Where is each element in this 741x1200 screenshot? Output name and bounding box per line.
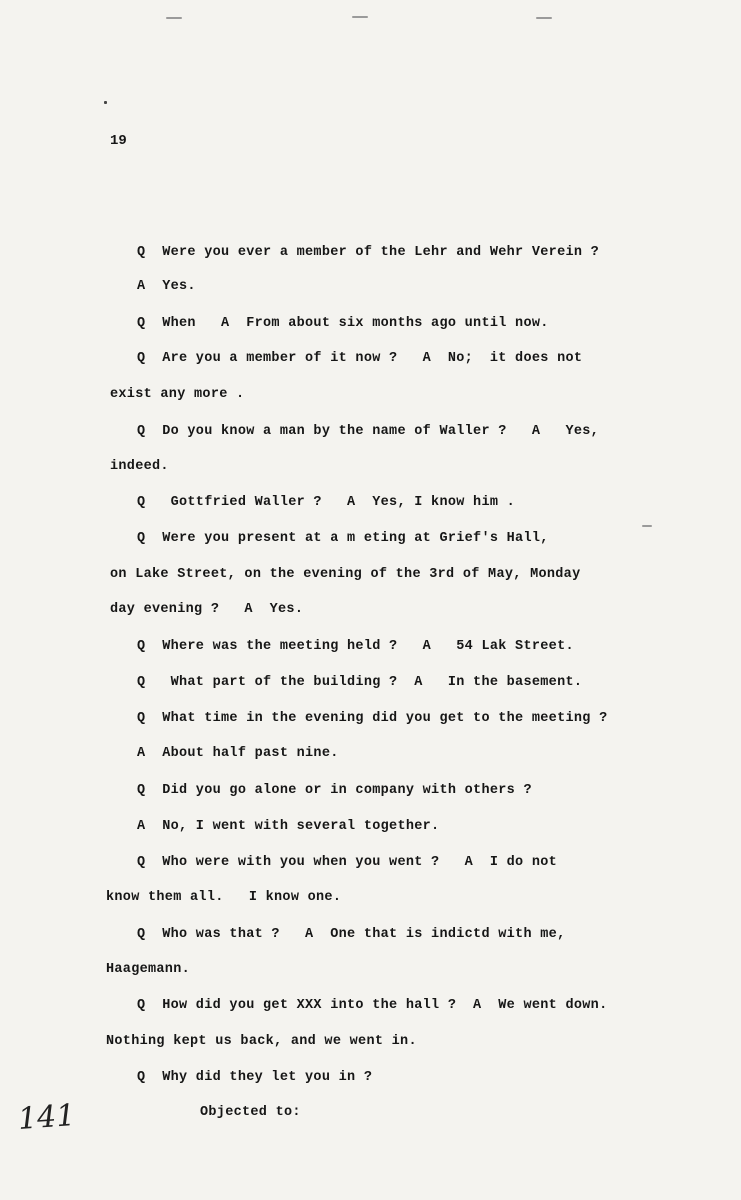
- scan-mark: [104, 101, 107, 104]
- scan-mark: [352, 16, 368, 18]
- transcript-line: Q When A From about six months ago until now.: [137, 316, 549, 331]
- transcript-line: A Yes.: [137, 279, 196, 294]
- transcript-line: Q Do you know a man by the name of Waller ? A Yes,: [137, 424, 600, 439]
- scan-mark: [166, 17, 182, 19]
- transcript-line: Objected to:: [200, 1105, 301, 1120]
- transcript-line: Nothing kept us back, and we went in.: [106, 1034, 417, 1049]
- transcript-line: Q Who were with you when you went ? A I do not: [137, 855, 558, 870]
- transcript-line: Q Where was the meeting held ? A 54 Lak Street.: [137, 639, 574, 654]
- page-number: 19: [110, 133, 127, 149]
- transcript-line: Q How did you get XXX into the hall ? A We went down.: [137, 998, 608, 1013]
- scan-mark: [642, 525, 652, 527]
- transcript-line: Q Were you ever a member of the Lehr and Wehr Verein ?: [137, 245, 600, 260]
- transcript-line: Q Did you go alone or in company with others ?: [137, 783, 532, 798]
- transcript-line: Q Who was that ? A One that is indictd with me,: [137, 927, 566, 942]
- transcript-line: day evening ? A Yes.: [110, 602, 304, 617]
- transcript-line: Q What part of the building ? A In the basement.: [137, 675, 583, 690]
- transcript-line: A About half past nine.: [137, 746, 339, 761]
- transcript-line: Q What time in the evening did you get to the meeting ?: [137, 711, 608, 726]
- transcript-line: Q Gottfried Waller ? A Yes, I know him .: [137, 495, 516, 510]
- transcript-line: on Lake Street, on the evening of the 3rd of May, Monday: [110, 567, 581, 582]
- transcript-line: Q Were you present at a m eting at Grief's Hall,: [137, 531, 549, 546]
- handwritten-note: 141: [16, 1098, 77, 1137]
- transcript-line: indeed.: [110, 459, 169, 474]
- scan-mark: [536, 17, 552, 19]
- transcript-line: know them all. I know one.: [106, 890, 342, 905]
- transcript-line: Q Are you a member of it now ? A No; it does not: [137, 351, 583, 366]
- transcript-line: Haagemann.: [106, 962, 191, 977]
- transcript-line: exist any more .: [110, 387, 245, 402]
- transcript-line: A No, I went with several together.: [137, 819, 440, 834]
- transcript-line: Q Why did they let you in ?: [137, 1070, 373, 1085]
